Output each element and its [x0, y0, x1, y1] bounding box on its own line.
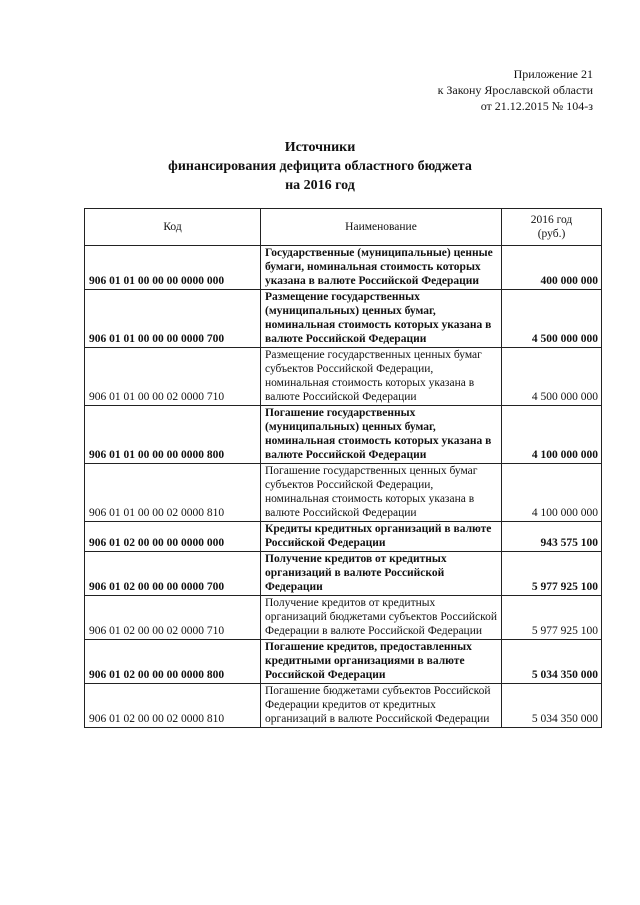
table-row: [85, 684, 602, 728]
row-code: 906 01 01 00 00 02 0000 810: [85, 464, 261, 522]
row-name: Кредиты кредитных организаций в валюте Российской Федерации: [261, 522, 502, 552]
table-row: [85, 246, 602, 290]
row-name: Государственные (муниципальные) ценные бумаги, номинальная стоимость которых указана в валюте Российской Федерации: [261, 246, 502, 290]
row-code: 906 01 01 00 00 00 0000 700: [85, 290, 261, 348]
row-code: 906 01 01 00 00 00 0000 000: [85, 246, 261, 290]
row-sum: 5 977 925 100: [502, 596, 602, 640]
row-code: 906 01 02 00 00 00 0000 800: [85, 640, 261, 684]
row-code: 906 01 01 00 00 02 0000 710: [85, 348, 261, 406]
row-name: Получение кредитов от кредитных организаций бюджетами субъектов Российской Федерации в валюте Российской Федерации: [261, 596, 502, 640]
table-row: [85, 552, 602, 596]
row-name: Погашение кредитов, предоставленных кредитными организациями в валюте Российской Федерации: [261, 640, 502, 684]
row-sum: 4 100 000 000: [502, 406, 602, 464]
table-row: [85, 406, 602, 464]
header-sum: [502, 209, 602, 246]
row-sum: 400 000 000: [502, 246, 602, 290]
row-name: Погашение государственных ценных бумаг субъектов Российской Федерации, номинальная стоимость которых указана в валюте Российской Федерации: [261, 464, 502, 522]
title-line-1: Источники: [284, 140, 356, 155]
row-sum: 5 977 925 100: [502, 552, 602, 596]
row-sum: 943 575 100: [502, 522, 602, 552]
sources-table: [84, 208, 602, 728]
row-sum: 5 034 350 000: [502, 640, 602, 684]
annex-header: [438, 66, 593, 114]
title-line-3: на 2016 год: [285, 178, 355, 193]
table-row: [85, 290, 602, 348]
header-sum-unit: (руб.): [537, 228, 566, 240]
document-title: [0, 138, 640, 195]
table-row: [85, 348, 602, 406]
row-sum: 5 034 350 000: [502, 684, 602, 728]
row-sum: 4 500 000 000: [502, 348, 602, 406]
row-sum: 4 500 000 000: [502, 290, 602, 348]
row-sum: 4 100 000 000: [502, 464, 602, 522]
header-name: Наименование: [261, 209, 502, 246]
row-name: Размещение государственных ценных бумаг субъектов Российской Федерации, номинальная стоимость которых указана в валюте Российской Федерации: [261, 348, 502, 406]
row-code: 906 01 02 00 00 00 0000 700: [85, 552, 261, 596]
header-sum-year: 2016 год: [530, 214, 573, 226]
table-body: [85, 246, 602, 728]
table-row: [85, 522, 602, 552]
table-row: [85, 596, 602, 640]
row-code: 906 01 01 00 00 00 0000 800: [85, 406, 261, 464]
row-code: 906 01 02 00 00 02 0000 810: [85, 684, 261, 728]
header-code: Код: [85, 209, 261, 246]
table-row: [85, 464, 602, 522]
title-line-2: финансирования дефицита областного бюджета: [168, 159, 472, 174]
row-code: 906 01 02 00 00 00 0000 000: [85, 522, 261, 552]
row-name: Погашение бюджетами субъектов Российской Федерации кредитов от кредитных организаций в валюте Российской Федерации: [261, 684, 502, 728]
annex-date: от 21.12.2015 № 104-з: [480, 99, 593, 113]
table-row: [85, 640, 602, 684]
row-name: Погашение государственных (муниципальных) ценных бумаг, номинальная стоимость которых указана в валюте Российской Федерации: [261, 406, 502, 464]
table-header-row: [85, 209, 602, 246]
annex-number: Приложение 21: [513, 67, 593, 81]
row-name: Получение кредитов от кредитных организаций в валюте Российской Федерации: [261, 552, 502, 596]
row-code: 906 01 02 00 00 02 0000 710: [85, 596, 261, 640]
row-name: Размещение государственных (муниципальных) ценных бумаг, номинальная стоимость которых указана в валюте Российской Федерации: [261, 290, 502, 348]
annex-law: к Закону Ярославской области: [437, 83, 593, 97]
